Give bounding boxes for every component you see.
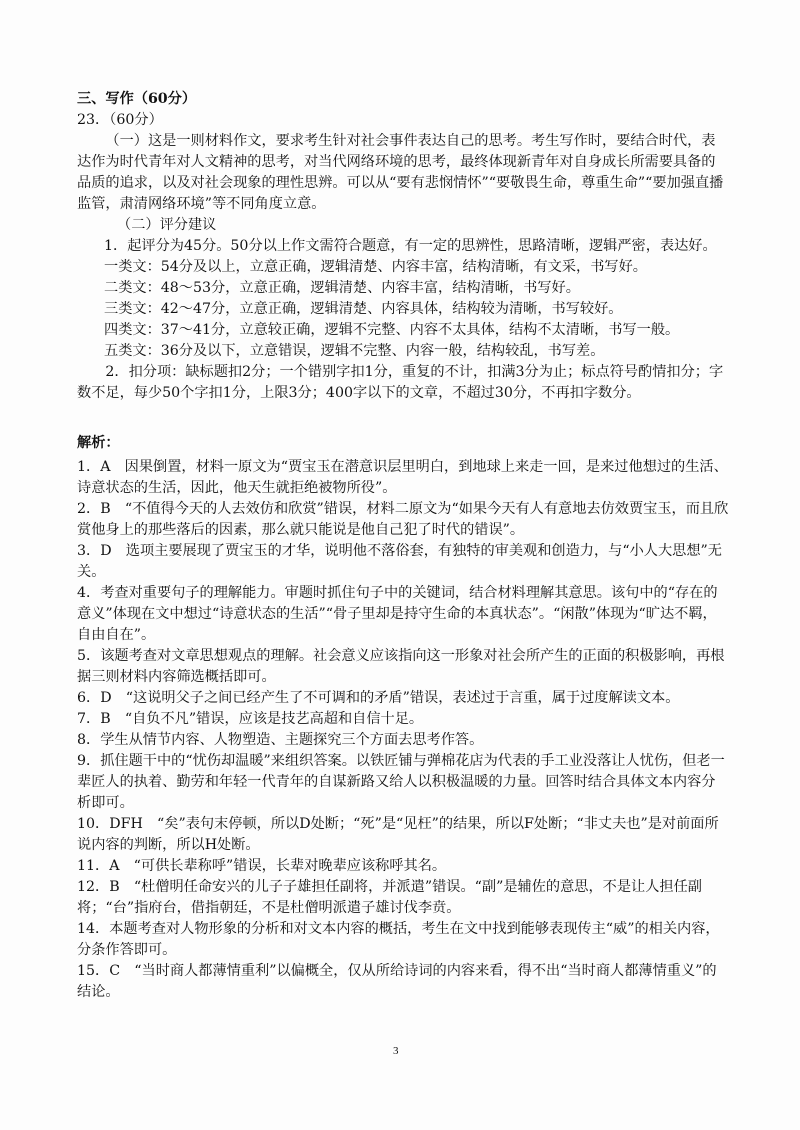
writing-guidance [77, 131, 729, 404]
analysis-item: 2．B “不值得今天的人去效仿和欣赏”错误，材料二原文为“如果今天有人有意地去仿效贾宝玉，而且欣赏他身上的那些落后的因素，那么就只能说是他自己犯了时代的错误”。 [77, 501, 729, 538]
analysis-item: 11．A “可供长辈称呼”错误，长辈对晚辈应该称呼其名。 [77, 858, 447, 874]
analysis-item: 3．D 选项主要展现了贾宝玉的才华，说明他不落俗套，有独特的审美观和创造力，与“小人大思想”无关。 [77, 543, 722, 580]
analysis-item: 9．抓住题干中的“忧伤却温暖”来组织答案。以铁匠铺与弹棉花店为代表的手工业没落让人忧伤，但老一辈匠人的执着、勤劳和年轻一代青年的自谋新路又给人以积极温暖的力量。回答时结合具体文本内容分析即可。 [77, 753, 725, 811]
analysis-item: 15．C “当时商人都薄情重利”以偏概全，仅从所给诗词的内容来看，得不出“当时商人都薄情重义”的结论。 [77, 963, 717, 1000]
grade-line: 二类文：48～53分，立意正确，逻辑清楚、内容丰富，结构清晰，书写好。 [104, 280, 580, 296]
analysis-title: 解析： [77, 435, 120, 451]
analysis-item: 1．A 因果倒置，材料一原文为“贾宝玉在潜意识层里明白，到地球上来走一回，是来过他想过的生活、诗意状态的生活，因此，他天生就拒绝被物所役”。 [77, 459, 728, 496]
analysis-item: 8．学生从情节内容、人物塑造、主题探究三个方面去思考作答。 [77, 732, 484, 748]
analysis-item: 6．D “这说明父子之间已经产生了不可调和的矛盾”错误，表述过于言重，属于过度解读文本。 [77, 690, 680, 706]
page-number: 3 [393, 1045, 399, 1057]
analysis-item: 5．该题考查对文章思想观点的理解。社会意义应该指向这一形象对社会所产生的正面的积极影响，再根据三则材料内容筛选概括即可。 [77, 648, 725, 685]
grade-line: 一类文：54分及以上，立意正确，逻辑清楚、内容丰富，结构清晰，有文采，书写好。 [104, 259, 647, 275]
scoring-intro: 1．起评分为45分。50分以上作文需符合题意，有一定的思辨性，思路清晰，逻辑严密，表达好。 [104, 238, 717, 254]
section-title: 三、写作（60分） [77, 91, 197, 107]
grade-line: 四类文：37～41分，立意较正确，逻辑不完整、内容不太具体，结构不太清晰，书写一般。 [104, 322, 680, 338]
grade-line: 三类文：42～47分，立意正确，逻辑清楚、内容具体，结构较为清晰，书写较好。 [104, 301, 623, 317]
analysis-item: 10．DFH “矣”表句末停顿，所以D处断；“死”是“见枉”的结果，所以F处断；“非丈夫也”是对前面所说内容的判断，所以H处断。 [77, 816, 719, 853]
analysis-item: 14．本题考查对人物形象的分析和对文本内容的概括，考生在文中找到能够表现传主“威”的相关内容，分条作答即可。 [77, 921, 720, 958]
deductions-paragraph: 2．扣分项：缺标题扣2分；一个错别字扣1分，重复的不计，扣满3分为止；标点符号酌情扣分；字数不足，每少50个字扣1分，上限3分；400字以下的文章，不超过30分，不再扣字数分。 [77, 364, 724, 401]
question-number: 23．（60分） [77, 112, 163, 128]
analysis-item: 12．B “杜僧明任命安兴的儿子子雄担任副将，并派遣”错误。“副”是辅佐的意思，不是让人担任副将；“台”指府台，借指朝廷，不是杜僧明派遣子雄讨伐李贲。 [77, 879, 702, 916]
analysis-list [77, 457, 729, 1003]
part2-title: （二）评分建议 [117, 217, 217, 233]
grade-line: 五类文：36分及以下，立意错误，逻辑不完整、内容一般，结构较乱，书写差。 [104, 343, 605, 359]
analysis-item: 7．B “自负不凡”错误，应该是技艺高超和自信十足。 [77, 711, 424, 727]
part1-paragraph: （一）这是一则材料作文，要求考生针对社会事件表达自己的思考。考生写作时，要结合时代，表达作为时代青年对人文精神的思考，对当代网络环境的思考，最终体现新青年对自身成长所需要具备的品质的追求，以及对社会现象的理性思辨。可以从“要有悲悯情怀”“要敬畏生命，尊重生命”“要加强直播监管，肃清网络环境”等不同角度立意。 [77, 133, 724, 212]
analysis-item: 4．考查对重要句子的理解能力。审题时抓住句子中的关键词，结合材料理解其意思。该句中的“存在的意义”体现在文中想过“诗意状态的生活”“骨子里却是持守生命的本真状态”。“闲散”体现为“旷达不羁，自由自在”。 [77, 585, 718, 643]
